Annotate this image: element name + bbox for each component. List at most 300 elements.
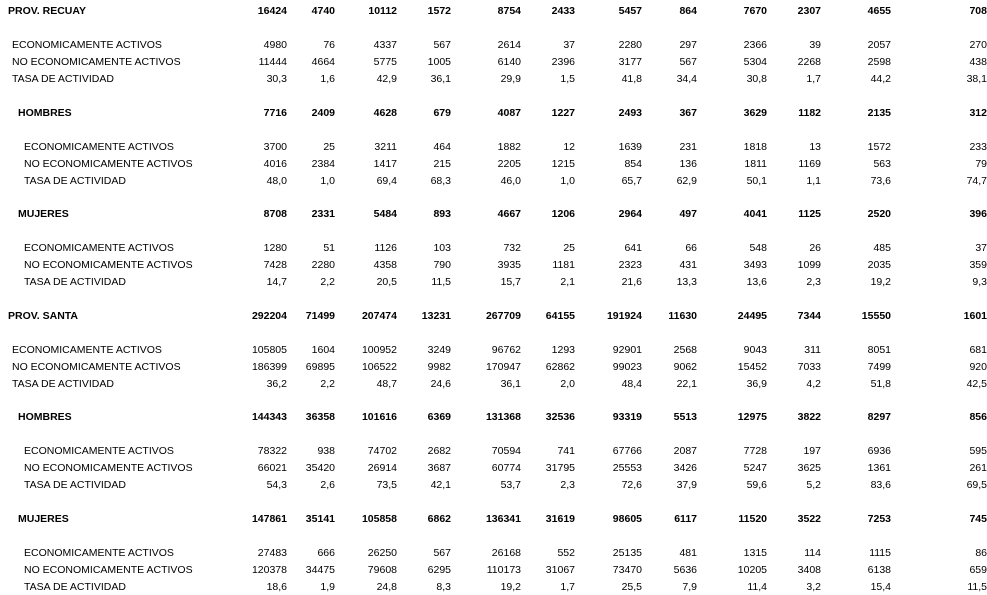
table-cell: 78322 <box>257 445 287 457</box>
table-cell: 103 <box>433 242 451 254</box>
table-cell: 74702 <box>367 445 397 457</box>
table-cell: 34475 <box>305 564 335 576</box>
table-cell: 50,1 <box>746 175 767 187</box>
table-row <box>0 257 987 273</box>
table-cell: 51 <box>323 242 335 254</box>
table-cell: 11,4 <box>747 581 767 593</box>
table-cell: 666 <box>317 547 335 559</box>
table-cell: 67766 <box>612 445 642 457</box>
row-label: TASA DE ACTIVIDAD <box>12 378 114 390</box>
table-cell: 11520 <box>738 513 767 525</box>
table-cell: 1604 <box>311 344 335 356</box>
table-cell: 2520 <box>867 208 891 220</box>
table-row <box>0 579 987 595</box>
table-cell: 1315 <box>743 547 767 559</box>
table-cell: 36358 <box>305 411 335 423</box>
table-cell: 497 <box>679 208 697 220</box>
table-cell: 32536 <box>545 411 575 423</box>
table-cell: 864 <box>679 5 697 17</box>
table-cell: 2396 <box>551 56 575 68</box>
table-cell: 641 <box>624 242 642 254</box>
table-cell: 8297 <box>867 411 891 423</box>
table-cell: 11,5 <box>967 581 987 593</box>
table-cell: 100952 <box>361 344 397 356</box>
table-cell: 2280 <box>311 259 335 271</box>
table-cell: 2331 <box>311 208 335 220</box>
table-cell: 114 <box>804 547 821 559</box>
table-cell: 4655 <box>867 5 891 17</box>
table-cell: 35141 <box>305 513 335 525</box>
table-cell: 54,3 <box>266 479 287 491</box>
table-cell: 69,4 <box>376 175 397 187</box>
row-label: ECONOMICAMENTE ACTIVOS <box>24 547 174 559</box>
table-cell: 2493 <box>618 107 642 119</box>
table-cell: 73,5 <box>376 479 397 491</box>
table-cell: 2323 <box>618 259 642 271</box>
table-cell: 41,8 <box>621 73 642 85</box>
table-cell: 1,0 <box>320 175 335 187</box>
table-cell: 595 <box>969 445 987 457</box>
table-cell: 4087 <box>497 107 521 119</box>
table-cell: 2,6 <box>320 479 335 491</box>
table-cell: 68,3 <box>430 175 451 187</box>
table-cell: 136 <box>679 158 697 170</box>
table-cell: 548 <box>749 242 767 254</box>
table-row <box>0 71 987 87</box>
table-cell: 14,7 <box>266 276 287 288</box>
table-cell: 60774 <box>491 462 521 474</box>
table-cell: 19,2 <box>870 276 891 288</box>
table-cell: 7728 <box>743 445 767 457</box>
table-cell: 2366 <box>743 39 767 51</box>
table-cell: 659 <box>969 564 987 576</box>
table-cell: 15,4 <box>870 581 891 593</box>
row-label: TASA DE ACTIVIDAD <box>24 276 126 288</box>
table-cell: 62862 <box>545 361 575 373</box>
table-cell: 2964 <box>618 208 642 220</box>
table-cell: 131368 <box>485 411 521 423</box>
table-row <box>0 562 987 578</box>
table-cell: 26168 <box>491 547 521 559</box>
table-cell: 2409 <box>311 107 335 119</box>
table-cell: 18,6 <box>266 581 287 593</box>
table-cell: 2280 <box>618 39 642 51</box>
table-cell: 25 <box>563 242 575 254</box>
table-cell: 76 <box>323 39 335 51</box>
table-cell: 3408 <box>797 564 821 576</box>
table-cell: 42,5 <box>966 378 987 390</box>
table-cell: 6140 <box>497 56 521 68</box>
table-cell: 8754 <box>497 5 521 17</box>
table-row <box>0 308 987 324</box>
table-cell: 7499 <box>867 361 891 373</box>
table-cell: 5636 <box>673 564 697 576</box>
table-row <box>0 477 987 493</box>
table-cell: 3426 <box>673 462 697 474</box>
table-cell: 42,1 <box>430 479 451 491</box>
table-cell: 1818 <box>743 141 767 153</box>
table-cell: 485 <box>873 242 891 254</box>
table-cell: 7033 <box>797 361 821 373</box>
table-cell: 9982 <box>427 361 451 373</box>
table-cell: 464 <box>433 141 451 153</box>
table-row <box>0 54 987 70</box>
table-cell: 567 <box>679 56 697 68</box>
table-cell: 3625 <box>797 462 821 474</box>
table-cell: 48,4 <box>621 378 642 390</box>
table-cell: 2,2 <box>320 378 335 390</box>
table-cell: 790 <box>433 259 451 271</box>
table-cell: 1293 <box>551 344 575 356</box>
table-cell: 15,7 <box>500 276 521 288</box>
table-cell: 110173 <box>486 564 521 576</box>
table-cell: 42,9 <box>376 73 397 85</box>
table-cell: 26914 <box>367 462 397 474</box>
table-cell: 6295 <box>427 564 451 576</box>
row-label: NO ECONOMICAMENTE ACTIVOS <box>24 462 193 474</box>
table-cell: 679 <box>433 107 451 119</box>
table-cell: 2384 <box>311 158 335 170</box>
table-cell: 1,1 <box>806 175 821 187</box>
table-row <box>0 460 987 476</box>
table-cell: 5775 <box>373 56 397 68</box>
table-cell: 65,7 <box>621 175 642 187</box>
table-cell: 3211 <box>374 141 397 153</box>
table-cell: 1182 <box>798 107 821 119</box>
table-cell: 48,0 <box>266 175 287 187</box>
table-cell: 5513 <box>673 411 697 423</box>
row-label: TASA DE ACTIVIDAD <box>24 175 126 187</box>
table-cell: 24,8 <box>376 581 397 593</box>
table-cell: 29,9 <box>500 73 521 85</box>
table-cell: 396 <box>969 208 987 220</box>
table-cell: 7716 <box>263 107 287 119</box>
table-cell: 8051 <box>867 344 891 356</box>
table-cell: 66021 <box>257 462 287 474</box>
table-cell: 312 <box>969 107 987 119</box>
table-cell: 22,1 <box>676 378 697 390</box>
table-cell: 5,2 <box>806 479 821 491</box>
row-label: HOMBRES <box>18 107 72 119</box>
table-row <box>0 156 987 172</box>
table-cell: 1,5 <box>560 73 575 85</box>
table-cell: 13 <box>809 141 821 153</box>
table-cell: 938 <box>317 445 335 457</box>
table-cell: 920 <box>969 361 987 373</box>
table-cell: 481 <box>679 547 697 559</box>
table-cell: 2682 <box>427 445 451 457</box>
table-row <box>0 409 987 425</box>
table-cell: 66 <box>685 242 697 254</box>
table-cell: 26250 <box>367 547 397 559</box>
table-cell: 21,6 <box>621 276 642 288</box>
table-cell: 136341 <box>485 513 521 525</box>
row-label: ECONOMICAMENTE ACTIVOS <box>24 141 174 153</box>
table-cell: 1215 <box>551 158 575 170</box>
table-cell: 99023 <box>612 361 642 373</box>
table-cell: 24495 <box>737 310 767 322</box>
table-cell: 1572 <box>867 141 891 153</box>
table-cell: 2135 <box>867 107 891 119</box>
table-cell: 2087 <box>673 445 697 457</box>
table-cell: 26 <box>809 242 821 254</box>
table-cell: 745 <box>969 513 987 525</box>
table-cell: 7428 <box>263 259 287 271</box>
table-cell: 13231 <box>421 310 451 322</box>
table-cell: 2614 <box>497 39 521 51</box>
table-cell: 5304 <box>743 56 767 68</box>
table-row <box>0 173 987 189</box>
table-cell: 2,2 <box>320 276 335 288</box>
row-label: NO ECONOMICAMENTE ACTIVOS <box>24 564 193 576</box>
row-label: NO ECONOMICAMENTE ACTIVOS <box>12 361 181 373</box>
table-cell: 1181 <box>552 259 575 271</box>
table-cell: 563 <box>873 158 891 170</box>
table-cell: 73470 <box>612 564 642 576</box>
table-cell: 893 <box>433 208 451 220</box>
table-cell: 7253 <box>867 513 891 525</box>
table-cell: 1811 <box>744 158 767 170</box>
table-cell: 3522 <box>797 513 821 525</box>
table-cell: 5247 <box>743 462 767 474</box>
table-cell: 3700 <box>263 141 287 153</box>
table-cell: 170947 <box>485 361 521 373</box>
table-cell: 261 <box>969 462 987 474</box>
table-cell: 12975 <box>737 411 767 423</box>
table-cell: 2598 <box>867 56 891 68</box>
table-cell: 25,5 <box>621 581 642 593</box>
table-cell: 36,1 <box>500 378 521 390</box>
row-label: HOMBRES <box>18 411 72 423</box>
table-cell: 69,5 <box>966 479 987 491</box>
table-cell: 25135 <box>612 547 642 559</box>
table-cell: 438 <box>969 56 987 68</box>
table-cell: 39 <box>809 39 821 51</box>
table-cell: 292204 <box>251 310 287 322</box>
row-label: TASA DE ACTIVIDAD <box>24 581 126 593</box>
table-cell: 46,0 <box>500 175 521 187</box>
table-cell: 708 <box>969 5 987 17</box>
table-cell: 24,6 <box>430 378 451 390</box>
table-cell: 92901 <box>612 344 642 356</box>
table-cell: 1882 <box>497 141 521 153</box>
table-cell: 69895 <box>305 361 335 373</box>
table-cell: 6862 <box>427 513 451 525</box>
row-label: NO ECONOMICAMENTE ACTIVOS <box>24 158 193 170</box>
table-cell: 297 <box>679 39 697 51</box>
table-cell: 1227 <box>551 107 575 119</box>
table-cell: 13,3 <box>676 276 697 288</box>
table-cell: 86 <box>975 547 987 559</box>
row-label: MUJERES <box>18 208 69 220</box>
table-cell: 37 <box>975 242 987 254</box>
row-label: ECONOMICAMENTE ACTIVOS <box>24 242 174 254</box>
table-row <box>0 359 987 375</box>
table-cell: 120378 <box>251 564 287 576</box>
table-cell: 4628 <box>373 107 397 119</box>
table-row <box>0 342 987 358</box>
table-cell: 7344 <box>797 310 821 322</box>
table-cell: 144343 <box>251 411 287 423</box>
table-cell: 1639 <box>618 141 642 153</box>
table-cell: 267709 <box>485 310 521 322</box>
table-cell: 2,3 <box>560 479 575 491</box>
table-cell: 37 <box>563 39 575 51</box>
table-cell: 1,0 <box>560 175 575 187</box>
row-label: NO ECONOMICAMENTE ACTIVOS <box>12 56 181 68</box>
table-cell: 31067 <box>545 564 575 576</box>
table-cell: 2057 <box>867 39 891 51</box>
table-cell: 4358 <box>373 259 397 271</box>
table-cell: 1206 <box>551 208 575 220</box>
table-cell: 3493 <box>743 259 767 271</box>
table-cell: 191924 <box>606 310 642 322</box>
table-cell: 98605 <box>612 513 642 525</box>
table-cell: 1,6 <box>320 73 335 85</box>
table-cell: 64155 <box>545 310 575 322</box>
table-cell: 1,7 <box>560 581 575 593</box>
table-cell: 15550 <box>861 310 891 322</box>
table-row <box>0 3 987 19</box>
table-cell: 70594 <box>491 445 521 457</box>
table-cell: 4664 <box>311 56 335 68</box>
table-cell: 8708 <box>263 208 287 220</box>
table-cell: 7,9 <box>682 581 697 593</box>
table-cell: 3822 <box>797 411 821 423</box>
table-cell: 16424 <box>257 5 287 17</box>
table-cell: 13,6 <box>746 276 767 288</box>
table-cell: 25553 <box>612 462 642 474</box>
table-cell: 106522 <box>361 361 397 373</box>
row-label: NO ECONOMICAMENTE ACTIVOS <box>24 259 193 271</box>
table-cell: 4016 <box>263 158 287 170</box>
table-cell: 3177 <box>618 56 642 68</box>
table-cell: 34,4 <box>676 73 697 85</box>
table-cell: 9062 <box>673 361 697 373</box>
table-cell: 231 <box>679 141 697 153</box>
table-cell: 854 <box>624 158 642 170</box>
table-cell: 147861 <box>251 513 287 525</box>
table-cell: 4,2 <box>806 378 821 390</box>
table-cell: 1,7 <box>806 73 821 85</box>
table-cell: 38,1 <box>966 73 987 85</box>
table-cell: 1169 <box>798 158 821 170</box>
table-cell: 2,1 <box>560 276 575 288</box>
table-cell: 2,0 <box>560 378 575 390</box>
table-cell: 36,2 <box>266 378 287 390</box>
table-cell: 31619 <box>545 513 575 525</box>
table-cell: 59,6 <box>746 479 767 491</box>
table-cell: 10112 <box>368 5 397 17</box>
table-cell: 105858 <box>361 513 397 525</box>
table-cell: 1099 <box>797 259 821 271</box>
table-cell: 2,3 <box>806 276 821 288</box>
table-cell: 9,3 <box>972 276 987 288</box>
table-cell: 2035 <box>867 259 891 271</box>
table-cell: 4980 <box>263 39 287 51</box>
table-cell: 6936 <box>867 445 891 457</box>
table-cell: 3629 <box>743 107 767 119</box>
table-cell: 732 <box>503 242 521 254</box>
table-cell: 4337 <box>373 39 397 51</box>
table-cell: 51,8 <box>870 378 891 390</box>
table-row <box>0 511 987 527</box>
table-cell: 37,9 <box>676 479 697 491</box>
row-label: ECONOMICAMENTE ACTIVOS <box>12 344 162 356</box>
table-row <box>0 274 987 290</box>
table-cell: 367 <box>679 107 697 119</box>
table-cell: 30,3 <box>266 73 287 85</box>
table-cell: 856 <box>969 411 987 423</box>
table-cell: 6369 <box>427 411 451 423</box>
table-cell: 4667 <box>497 208 521 220</box>
table-cell: 2268 <box>797 56 821 68</box>
table-row <box>0 240 987 256</box>
table-cell: 2568 <box>673 344 697 356</box>
table-cell: 62,9 <box>676 175 697 187</box>
table-cell: 1572 <box>427 5 451 17</box>
table-cell: 96762 <box>491 344 521 356</box>
table-cell: 19,2 <box>500 581 521 593</box>
table-cell: 71499 <box>305 310 335 322</box>
table-cell: 8,3 <box>436 581 451 593</box>
table-cell: 4041 <box>743 208 767 220</box>
table-cell: 2433 <box>551 5 575 17</box>
table-cell: 1115 <box>869 547 891 559</box>
table-cell: 93319 <box>612 411 642 423</box>
table-cell: 1280 <box>263 242 287 254</box>
table-cell: 552 <box>557 547 575 559</box>
table-cell: 6138 <box>867 564 891 576</box>
table-cell: 681 <box>969 344 987 356</box>
table-cell: 11,5 <box>431 276 451 288</box>
table-cell: 83,6 <box>870 479 891 491</box>
table-cell: 6117 <box>674 513 697 525</box>
table-cell: 5484 <box>373 208 397 220</box>
table-cell: 1601 <box>963 310 987 322</box>
table-cell: 74,7 <box>966 175 987 187</box>
table-cell: 3249 <box>427 344 451 356</box>
table-cell: 1361 <box>867 462 891 474</box>
table-cell: 7670 <box>743 5 767 17</box>
row-label: TASA DE ACTIVIDAD <box>12 73 114 85</box>
table-row <box>0 139 987 155</box>
table-row <box>0 376 987 392</box>
table-cell: 207474 <box>361 310 397 322</box>
table-cell: 431 <box>679 259 697 271</box>
table-cell: 79 <box>975 158 987 170</box>
table-cell: 186399 <box>251 361 287 373</box>
table-cell: 15452 <box>737 361 767 373</box>
table-cell: 25 <box>323 141 335 153</box>
table-cell: 359 <box>969 259 987 271</box>
table-cell: 48,7 <box>376 378 397 390</box>
row-label: MUJERES <box>18 513 69 525</box>
table-cell: 1125 <box>798 208 821 220</box>
table-row <box>0 545 987 561</box>
table-cell: 1417 <box>373 158 397 170</box>
table-cell: 567 <box>433 39 451 51</box>
table-cell: 1,9 <box>320 581 335 593</box>
table-cell: 197 <box>803 445 821 457</box>
table-cell: 30,8 <box>746 73 767 85</box>
table-cell: 11630 <box>668 310 697 322</box>
table-cell: 35420 <box>305 462 335 474</box>
table-cell: 215 <box>433 158 451 170</box>
table-cell: 741 <box>557 445 575 457</box>
table-cell: 2307 <box>797 5 821 17</box>
table-cell: 12 <box>563 141 575 153</box>
